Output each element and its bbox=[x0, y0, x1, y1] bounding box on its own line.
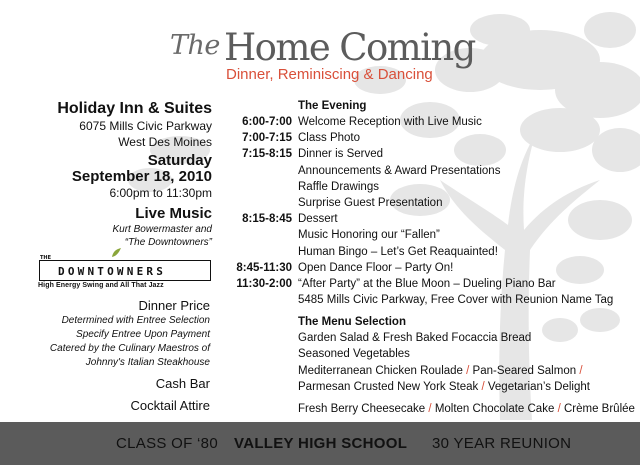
downtowners-logo bbox=[36, 246, 216, 292]
schedule-description: Music Honoring our “Fallen” bbox=[298, 229, 440, 242]
schedule-description: Dinner is Served bbox=[298, 148, 384, 161]
schedule bbox=[232, 98, 635, 417]
venue-info bbox=[40, 100, 212, 249]
evening-heading: The Evening bbox=[298, 100, 367, 112]
menu-desserts bbox=[232, 401, 635, 417]
schedule-time: 11:30-2:00 bbox=[236, 277, 292, 290]
dinner-info bbox=[40, 298, 210, 414]
schedule-description: Raffle Drawings bbox=[298, 180, 379, 193]
schedule-row bbox=[232, 179, 612, 195]
title-subtitle: Dinner, Reminiscing & Dancing bbox=[226, 66, 433, 83]
schedule-time bbox=[232, 195, 292, 211]
dinner-line4: Johnny's Italian Steakhouse bbox=[85, 357, 210, 368]
menu-heading: The Menu Selection bbox=[298, 316, 406, 329]
schedule-description: Welcome Reception with Live Music bbox=[298, 116, 482, 128]
menu-dessert-chocolate: Molten Chocolate Cake bbox=[434, 403, 555, 415]
schedule-description: Dessert bbox=[298, 213, 338, 226]
schedule-description: Announcements & Award Presentations bbox=[298, 164, 501, 177]
schedule-row bbox=[232, 292, 612, 308]
schedule-row bbox=[232, 130, 612, 146]
title-main: Home Coming bbox=[224, 26, 475, 69]
dinner-line2: Specify Entree Upon Payment bbox=[76, 329, 210, 340]
schedule-time bbox=[232, 179, 292, 195]
footer-class: CLASS OF ‘80 bbox=[116, 435, 218, 452]
venue-address-line1: 6075 Mills Civic Parkway bbox=[79, 119, 212, 133]
menu-separator: / bbox=[466, 364, 470, 377]
venue-name: Holiday Inn & Suites bbox=[57, 100, 212, 117]
cocktail-attire: Cocktail Attire bbox=[130, 398, 210, 413]
logo-wordmark-box bbox=[39, 260, 211, 281]
event-title bbox=[0, 20, 640, 90]
schedule-row bbox=[232, 195, 612, 211]
menu-entree-vegetarian: Vegetarian’s Delight bbox=[487, 380, 590, 393]
menu-salad: Garden Salad & Fresh Baked Focaccia Bread bbox=[298, 332, 532, 345]
menu-entrees-row2 bbox=[232, 379, 612, 395]
schedule-row bbox=[232, 146, 612, 162]
menu-dessert-creme-brulee: Crème Brûlée bbox=[563, 403, 635, 415]
footer-banner bbox=[0, 422, 640, 465]
schedule-time: 8:15-8:45 bbox=[242, 213, 292, 226]
music-line1: Kurt Bowermaster and bbox=[112, 224, 212, 235]
menu-dessert-cheesecake: Fresh Berry Cheesecake bbox=[298, 403, 426, 415]
schedule-row bbox=[232, 260, 612, 276]
schedule-row bbox=[232, 114, 612, 130]
leaf-icon bbox=[110, 247, 122, 259]
cash-bar: Cash Bar bbox=[155, 376, 210, 391]
footer-reunion: 30 YEAR REUNION bbox=[432, 435, 572, 452]
dinner-price-heading: Dinner Price bbox=[138, 298, 210, 313]
footer-school: VALLEY HIGH SCHOOL bbox=[234, 435, 408, 452]
schedule-time bbox=[232, 163, 292, 179]
schedule-row bbox=[232, 244, 612, 260]
menu-separator: / bbox=[579, 364, 583, 377]
menu-entree-chicken: Mediterranean Chicken Roulade bbox=[298, 364, 463, 377]
schedule-time: 7:00-7:15 bbox=[242, 132, 292, 145]
schedule-time bbox=[232, 227, 292, 243]
logo-wordmark: DOWNTOWNERS bbox=[58, 265, 167, 278]
schedule-time: 6:00-7:00 bbox=[242, 116, 292, 128]
schedule-time bbox=[232, 244, 292, 260]
schedule-description: Open Dance Floor – Party On! bbox=[298, 261, 454, 274]
schedule-row bbox=[232, 227, 612, 243]
logo-the: THE bbox=[40, 255, 52, 261]
menu-separator: / bbox=[481, 380, 485, 393]
dinner-line3: Catered by the Culinary Maestros of bbox=[49, 343, 210, 354]
schedule-time: 7:15-8:15 bbox=[242, 148, 292, 161]
event-day: Saturday bbox=[147, 152, 212, 169]
schedule-description: “After Party” at the Blue Moon – Dueling Piano Bar bbox=[298, 277, 556, 290]
menu-entree-steak: Parmesan Crusted New York Steak bbox=[298, 380, 479, 393]
schedule-description: Human Bingo – Let’s Get Reaquainted! bbox=[298, 245, 498, 258]
music-heading: Live Music bbox=[135, 205, 212, 222]
evening-list bbox=[232, 114, 612, 308]
event-date: September 18, 2010 bbox=[71, 168, 212, 185]
menu-entree-salmon: Pan-Seared Salmon bbox=[472, 364, 577, 377]
schedule-time: 8:45-11:30 bbox=[236, 261, 292, 274]
menu-vegetables: Seasoned Vegetables bbox=[298, 348, 410, 361]
schedule-description: Class Photo bbox=[298, 132, 361, 145]
menu-entrees-row1 bbox=[232, 363, 612, 379]
event-time: 6:00pm to 11:30pm bbox=[109, 186, 212, 200]
dinner-line1: Determined with Entree Selection bbox=[61, 315, 210, 326]
schedule-description: Surprise Guest Presentation bbox=[298, 196, 443, 209]
schedule-row bbox=[232, 211, 612, 227]
title-the: The bbox=[170, 30, 220, 61]
music-line2: “The Downtowners” bbox=[124, 237, 212, 248]
schedule-description: 5485 Mills Civic Parkway, Free Cover with Reunion Name Tag bbox=[298, 294, 614, 307]
logo-tagline: High Energy Swing and All That Jazz bbox=[38, 282, 164, 289]
schedule-row bbox=[232, 163, 612, 179]
menu-separator: / bbox=[428, 403, 432, 415]
schedule-time bbox=[232, 292, 292, 308]
venue-address-line2: West Des Moines bbox=[118, 135, 212, 149]
schedule-row bbox=[232, 276, 612, 292]
menu-separator: / bbox=[557, 403, 561, 415]
